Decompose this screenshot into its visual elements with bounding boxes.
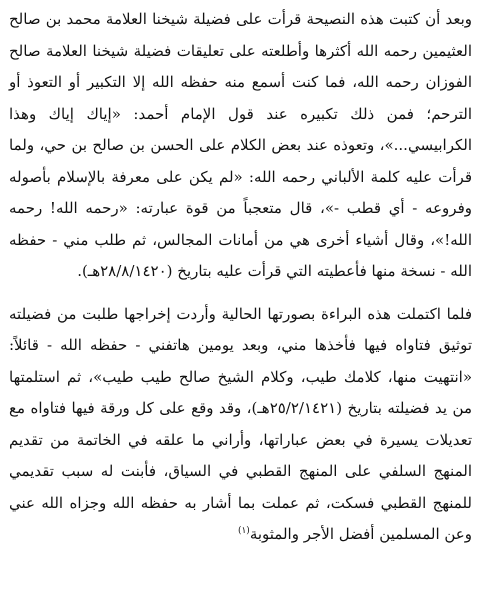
footnote-marker[interactable]: (١)	[237, 526, 250, 536]
paragraph-completion-of-treatise	[9, 299, 472, 551]
paragraph-reading-to-sheikh: وبعد أن كتبت هذه النصيحة قرأت على فضيلة شيخنا العلامة محمد بن صالح العثيمين رحمه الله أكثرها وأطلعته على تعليقات فضيلة شيخنا العلامة صالح الفوزان رحمه الله، فما كنت أسمع منه حفظه الله إلا التكبير أو التعوذ أو الترحم؛ فمن ذلك تكبيره عند قول الإمام أحمد: «إياك إياك وهذا الكرابيسي...»، وتعوذه عند بعض الكلام على الحسن بن صالح بن حي، ولما قرأت عليه كلمة الألباني رحمه الله: «لم يكن على معرفة بالإسلام بأصوله وفروعه - أي قطب -»، قال متعجباً من قوة عبارته: «رحمه الله! رحمه الله!»، وقال أشياء أخرى هي من أمانات المجالس، ثم طلب مني - حفظه الله - نسخة منها فأعطيته التي قرأت عليه بتاريخ (٢٨/٨/١٤٢٠هـ).	[9, 10, 472, 280]
paragraph-text: فلما اكتملت هذه البراءة بصورتها الحالية وأردت إخراجها طلبت من فضيلته توثيق فتاواه فيها فأخذها مني، وبعد يومين هاتفني - حفظه الله - قائلاً: «انتهيت منها، كلامك طيب، وكلام الشيخ صالح طيب طيب»، ثم استلمتها من يد فضيلته بتاريخ (٢٥/٢/١٤٢١هـ)، وقد وقع على كل ورقة فيها فتاواه مع تعديلات يسيرة في بعض عباراتها، وأراني ما علقه في الخاتمة من تقديم المنهج السلفي على المنهج القطبي في السياق، فأبنت له سبب تقديمي للمنهج القطبي فسكت، ثم عملت بما أشار به حفظه الله وجزاه الله عني وعن المسلمين أفضل الأجر والمثوبة	[9, 304, 472, 543]
